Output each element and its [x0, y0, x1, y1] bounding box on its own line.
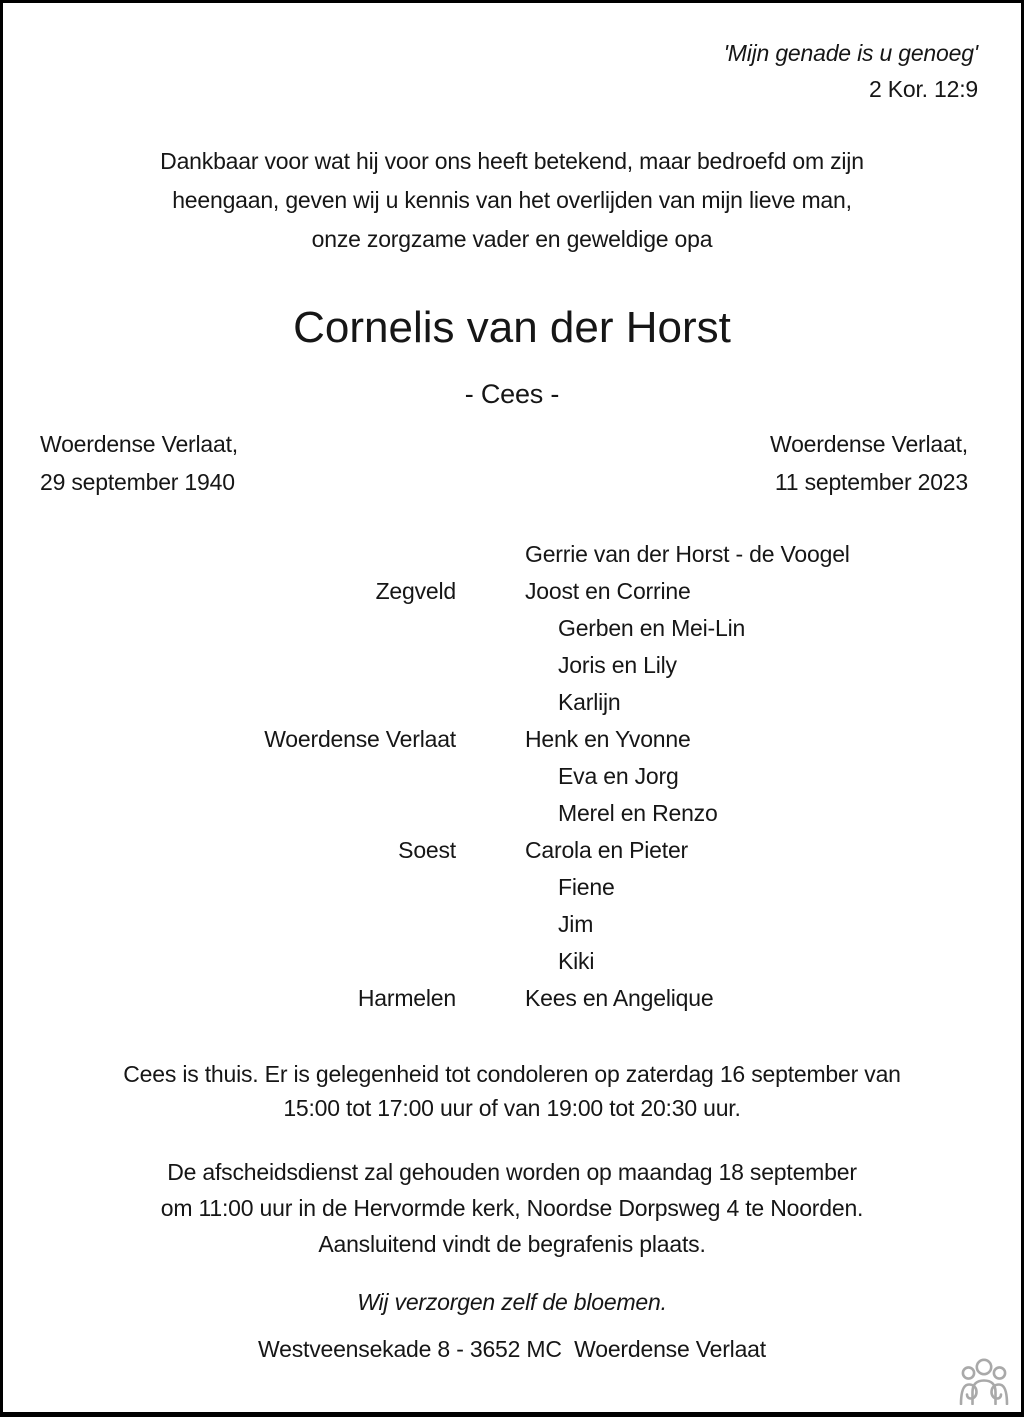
scripture-reference: 2 Kor. 12:9	[868, 76, 978, 102]
service-line: om 11:00 uur in de Hervormde kerk, Noordse Dorpsweg 4 te Noorden.	[160, 1195, 864, 1221]
service-line: De afscheidsdienst zal gehouden worden op maandag 18 september	[167, 1159, 857, 1185]
home-address: Westveensekade 8 - 3652 MC Woerdense Verlaat	[258, 1336, 766, 1362]
family-name: Henk en Yvonne	[525, 726, 691, 752]
announcement-line: onze zorgzame vader en geweldige opa	[311, 226, 713, 252]
birth-date: 29 september 1940	[40, 469, 235, 495]
family-name: Jim	[558, 911, 594, 937]
family-place: Harmelen	[357, 985, 456, 1011]
family-row	[3, 536, 1021, 573]
family-list	[3, 536, 1021, 1017]
death-date: 11 september 2023	[774, 469, 968, 495]
family-row	[3, 573, 1021, 610]
family-place	[3, 869, 456, 906]
family-name: Kiki	[558, 948, 595, 974]
family-row	[3, 869, 1021, 906]
family-row	[3, 684, 1021, 721]
family-place	[3, 906, 456, 943]
three-figures-family-logo	[958, 1357, 1010, 1405]
family-place: Zegveld	[375, 578, 456, 604]
condolence-info	[3, 1057, 1021, 1125]
death-place: Woerdense Verlaat,	[770, 431, 968, 457]
family-row	[3, 906, 1021, 943]
family-name: Joost en Corrine	[525, 578, 691, 604]
birth-death-dates	[3, 425, 1021, 501]
family-place: Soest	[398, 837, 456, 863]
family-name: Joris en Lily	[558, 652, 677, 678]
family-row	[3, 980, 1021, 1017]
family-place	[3, 943, 456, 980]
family-row	[3, 721, 1021, 758]
family-place	[3, 647, 456, 684]
flowers-note: Wij verzorgen zelf de bloemen.	[357, 1289, 667, 1315]
family-name: Gerrie van der Horst - de Voogel	[525, 541, 850, 567]
family-place	[3, 758, 456, 795]
family-name: Merel en Renzo	[558, 800, 718, 826]
family-row	[3, 647, 1021, 684]
service-info	[3, 1154, 1021, 1262]
family-name: Gerben en Mei-Lin	[558, 615, 746, 641]
family-place	[3, 684, 456, 721]
family-figures-icon	[958, 1357, 1010, 1405]
condolence-line: 15:00 tot 17:00 uur of van 19:00 tot 20:30 uur.	[283, 1095, 741, 1121]
family-name: Carola en Pieter	[525, 837, 688, 863]
family-name: Eva en Jorg	[558, 763, 679, 789]
scripture-quote-block	[3, 3, 1021, 107]
family-row	[3, 943, 1021, 980]
scripture-quote: 'Mijn genade is u genoeg'	[723, 40, 978, 66]
family-place	[3, 536, 456, 573]
announcement-line: Dankbaar voor wat hij voor ons heeft betekend, maar bedroefd om zijn	[160, 148, 864, 174]
service-line: Aansluitend vindt de begrafenis plaats.	[318, 1231, 706, 1257]
family-name: Fiene	[558, 874, 615, 900]
family-row	[3, 758, 1021, 795]
deceased-name: Cornelis van der Horst	[293, 303, 731, 352]
birth-block	[40, 425, 238, 501]
announcement-line: heengaan, geven wij u kennis van het overlijden van mijn lieve man,	[172, 187, 852, 213]
family-name: Karlijn	[558, 689, 621, 715]
family-row	[3, 610, 1021, 647]
family-place	[3, 610, 456, 647]
family-place	[3, 795, 456, 832]
death-block	[770, 425, 968, 501]
family-name: Kees en Angelique	[525, 985, 714, 1011]
family-row	[3, 795, 1021, 832]
deceased-nickname: - Cees -	[464, 379, 560, 409]
announcement-text	[3, 142, 1021, 259]
birth-place: Woerdense Verlaat,	[40, 431, 238, 457]
family-place: Woerdense Verlaat	[264, 726, 456, 752]
condolence-line: Cees is thuis. Er is gelegenheid tot condoleren op zaterdag 16 september van	[123, 1061, 901, 1087]
family-row	[3, 832, 1021, 869]
